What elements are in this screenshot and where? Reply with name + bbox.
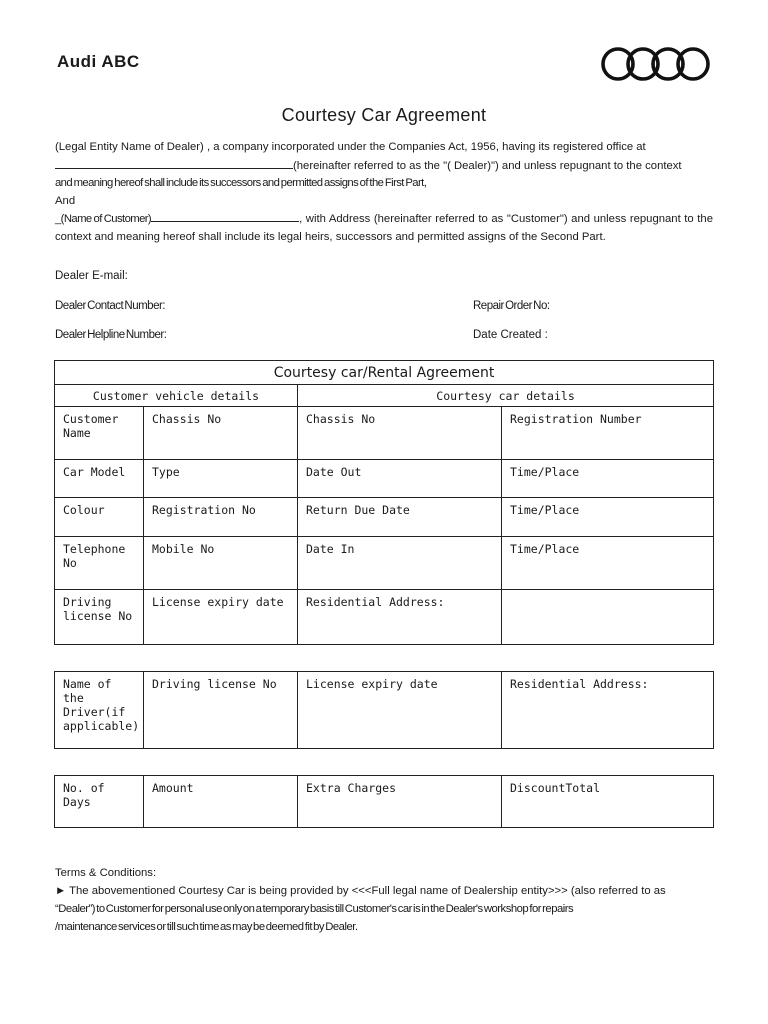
date-created-label: Date Created :	[473, 329, 548, 341]
table-cell[interactable]: Car Model	[55, 460, 144, 498]
customer-name-blank[interactable]	[151, 210, 299, 222]
table-cell[interactable]: Name of the Driver(if applicable)	[55, 672, 144, 749]
dealer-contact-label: Dealer Contact Number:	[55, 300, 165, 312]
table-cell[interactable]: Date Out	[298, 460, 502, 498]
table-cell[interactable]: Chassis No	[298, 407, 502, 460]
table-cell[interactable]: Amount	[144, 776, 298, 828]
table-cell[interactable]: Return Due Date	[298, 498, 502, 537]
table-cell[interactable]: Registration No	[144, 498, 298, 537]
repair-order-label: Repair Order No:	[473, 300, 550, 312]
rental-agreement-table	[54, 360, 714, 645]
table-cell[interactable]: Telephone No	[55, 537, 144, 590]
table-cell[interactable]: Residential Address:	[502, 672, 714, 749]
table-cell[interactable]: No. of Days	[55, 776, 144, 828]
charges-table	[54, 775, 714, 828]
document-title: Courtesy Car Agreement	[281, 105, 487, 125]
driver-details-table	[54, 671, 714, 749]
intro-line-3: and meaning hereof shall include its successors and permitted assigns of the First Part,	[55, 177, 427, 189]
terms-line-1: ► The abovementioned Courtesy Car is being provided by <<<Full legal name of Dealership entity>>> (also referred to as	[55, 885, 666, 897]
table-cell[interactable]: Customer Name	[55, 407, 144, 460]
audi-rings-logo	[600, 45, 712, 83]
customer-vehicle-header: Customer vehicle details	[55, 385, 298, 407]
terms-line-3: /maintenance services or till such time as may be deemed fit by Dealer.	[55, 921, 358, 933]
table-cell[interactable]: DiscountTotal	[502, 776, 714, 828]
table-cell[interactable]	[502, 590, 714, 645]
table-cell[interactable]: Time/Place	[502, 498, 714, 537]
table-cell[interactable]: Time/Place	[502, 537, 714, 590]
intro-line-4: And	[55, 194, 76, 207]
rental-agreement-title: Courtesy car/Rental Agreement	[55, 361, 714, 385]
terms-heading: Terms & Conditions:	[55, 867, 157, 879]
table-cell[interactable]: Chassis No	[144, 407, 298, 460]
dealer-email-label: Dealer E-mail:	[55, 270, 128, 282]
intro-line-5: _(Name of Customer) , with Address (hereinafter referred to as "Customer") and unless repugnant to the context and meaning hereof shall include its legal heirs, successors and permitted assigns of the Second Part.	[55, 210, 713, 246]
table-cell[interactable]: Registration Number	[502, 407, 714, 460]
terms-section	[55, 864, 713, 936]
table-cell[interactable]: Extra Charges	[298, 776, 502, 828]
table-cell[interactable]: Type	[144, 460, 298, 498]
brand-name: Audi ABC	[57, 52, 140, 71]
table-cell[interactable]: Driving license No	[55, 590, 144, 645]
table-cell[interactable]: Mobile No	[144, 537, 298, 590]
courtesy-car-header: Courtesy car details	[298, 385, 714, 407]
arrow-bullet-icon: ►	[55, 885, 67, 897]
terms-line-2: “Dealer”) to Customer for personal use only on a temporary basis till Customer's car is in the Dealer's workshop for repairs	[55, 903, 574, 915]
intro-line-2: (hereinafter referred to as the "( Dealer)") and unless repugnant to the context	[55, 157, 713, 176]
table-cell[interactable]: Driving license No	[144, 672, 298, 749]
intro-paragraph	[55, 139, 713, 246]
intro-line-1: (Legal Entity Name of Dealer) , a company incorporated under the Companies Act, 1956, having its registered office at	[55, 141, 646, 153]
table-cell[interactable]: Residential Address:	[298, 590, 502, 645]
table-cell[interactable]: Colour	[55, 498, 144, 537]
dealer-helpline-label: Dealer Helpline Number:	[55, 329, 167, 341]
table-cell[interactable]: Date In	[298, 537, 502, 590]
dealer-address-blank[interactable]	[55, 157, 293, 169]
table-cell[interactable]: License expiry date	[298, 672, 502, 749]
table-cell[interactable]: Time/Place	[502, 460, 714, 498]
table-cell[interactable]: License expiry date	[144, 590, 298, 645]
